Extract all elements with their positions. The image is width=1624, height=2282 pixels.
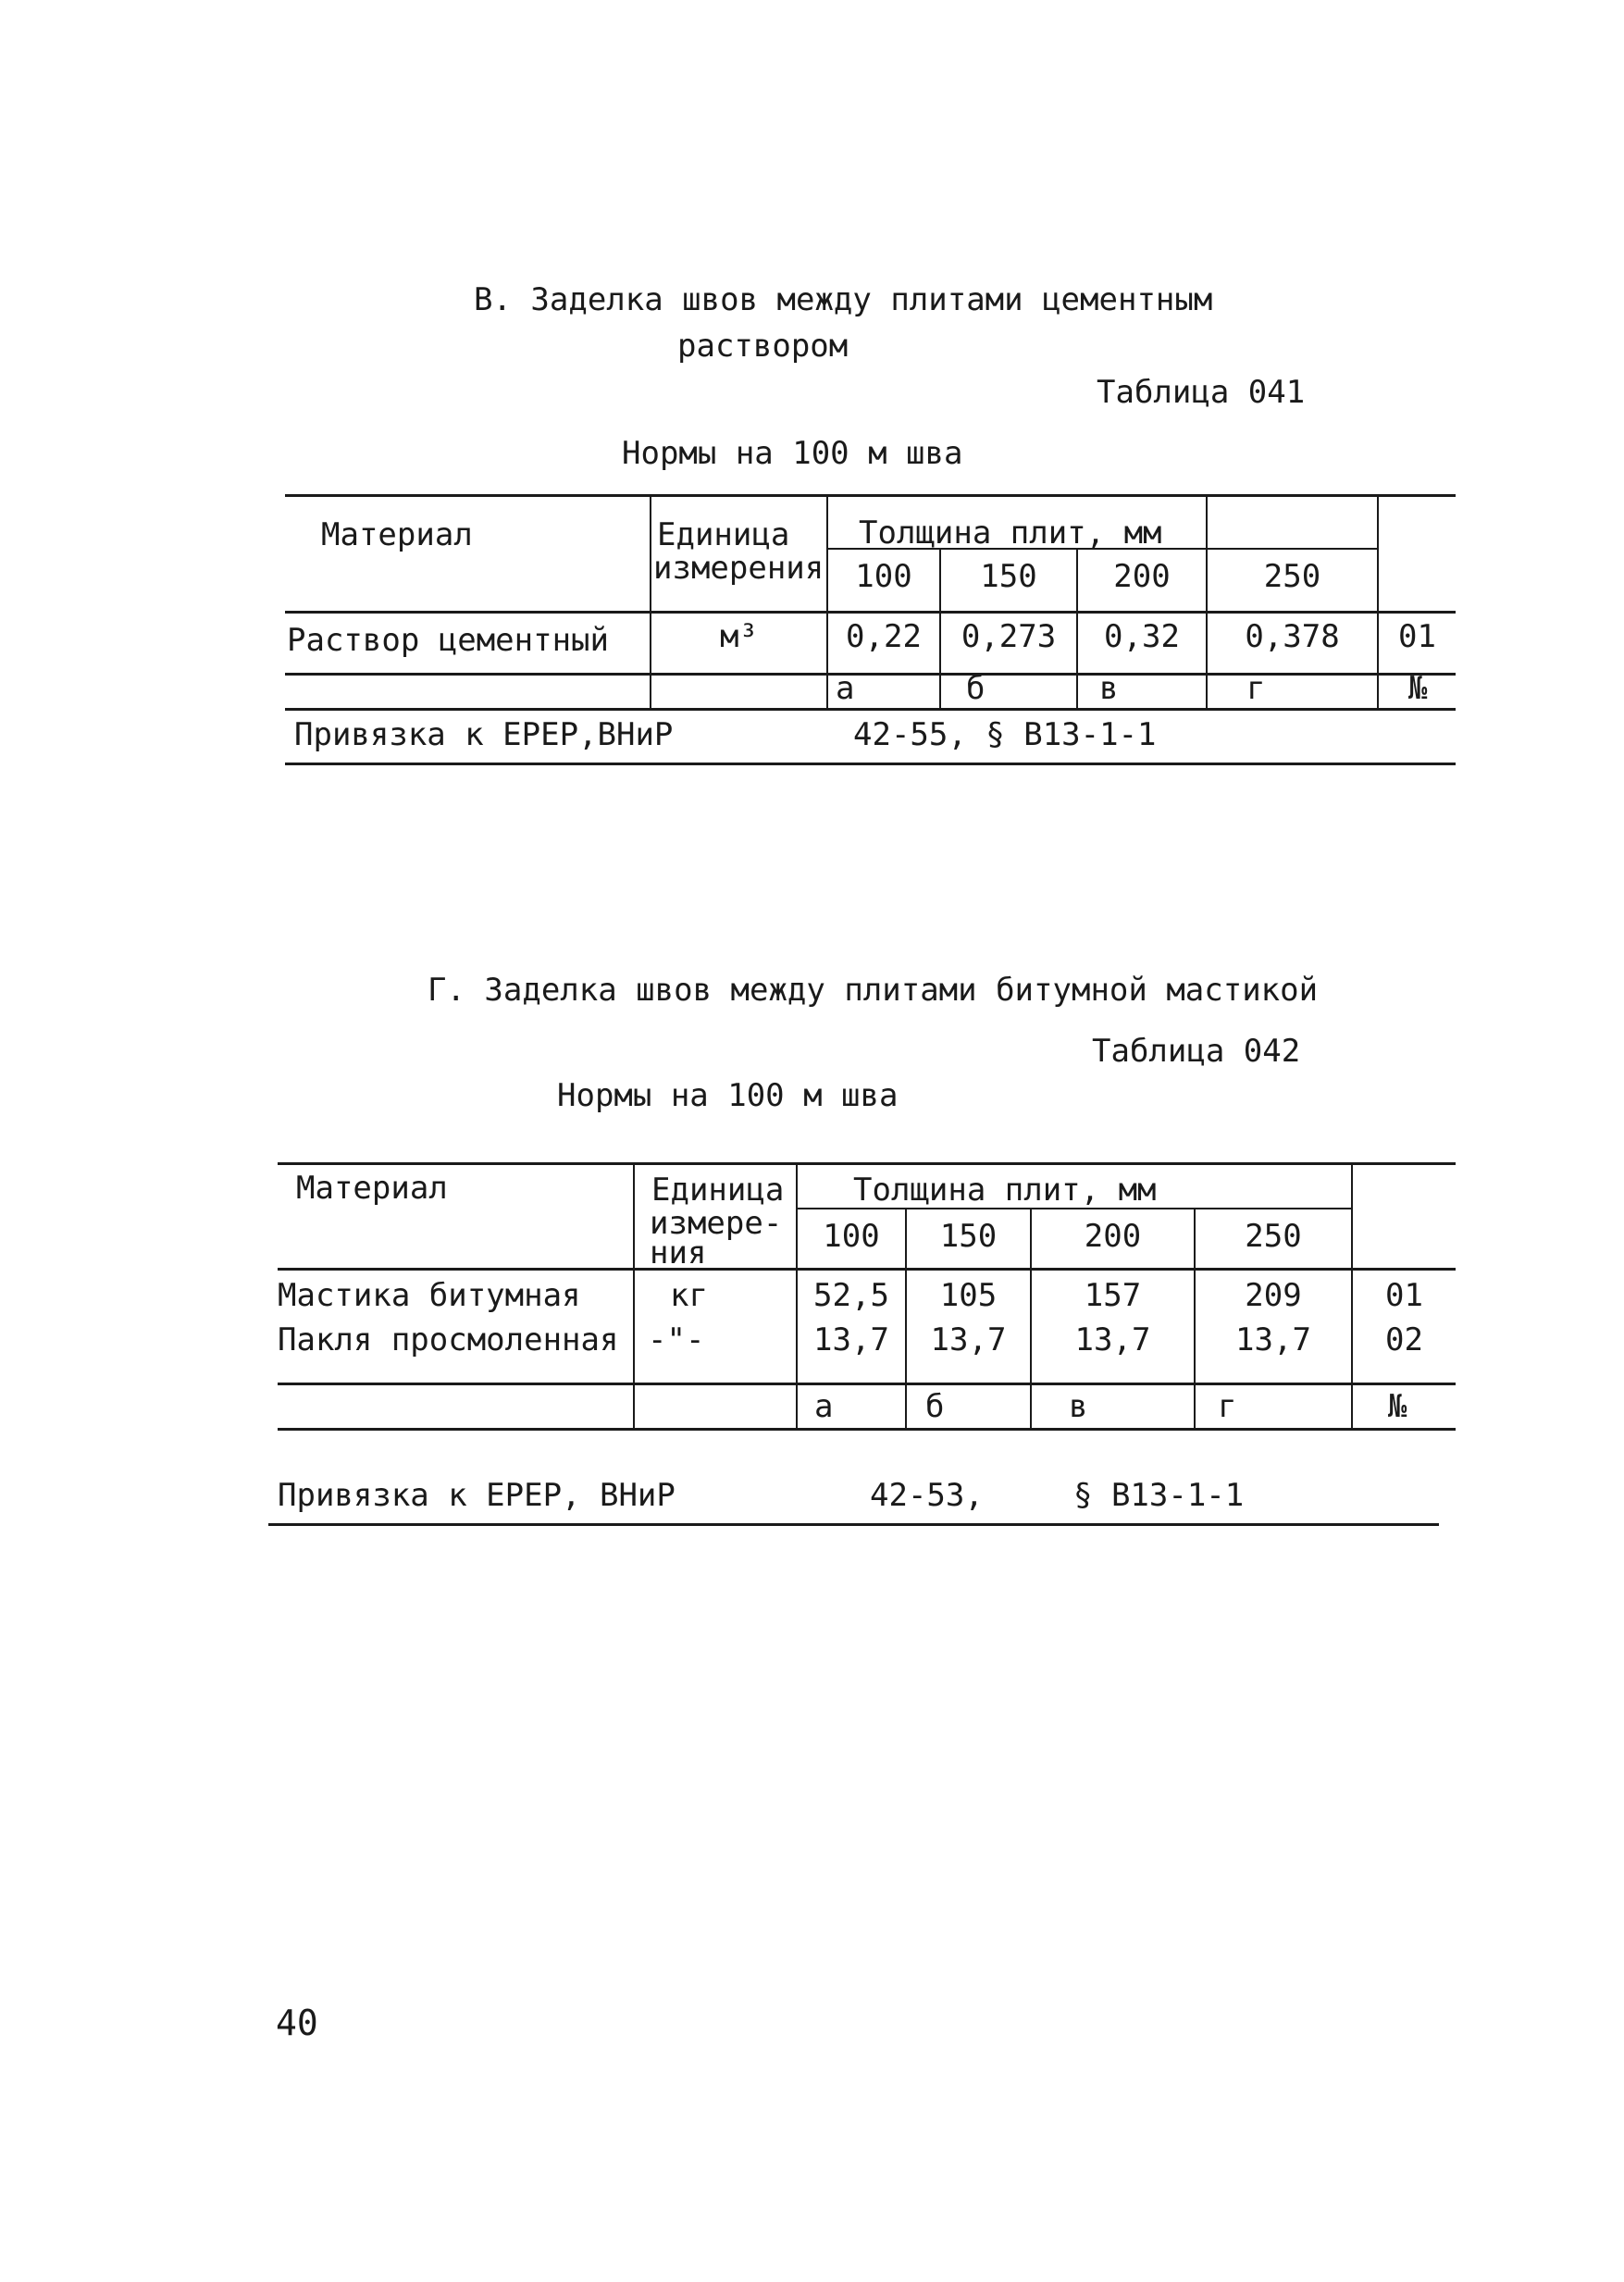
number-sign: № bbox=[1408, 670, 1428, 707]
table-041-norms: Нормы на 100 м шва bbox=[622, 435, 963, 472]
row-number: 01 bbox=[1398, 618, 1436, 655]
rule bbox=[285, 673, 1456, 676]
rule bbox=[1377, 496, 1379, 708]
header-material: Материал bbox=[321, 516, 473, 553]
header-thickness: Толщина плит, мм bbox=[859, 515, 1162, 552]
rule bbox=[1206, 496, 1208, 708]
number-sign: № bbox=[1388, 1388, 1407, 1425]
letter-a: а bbox=[836, 670, 855, 707]
binding-paragraph: § В13-1-1 bbox=[1073, 1477, 1245, 1514]
header-unit-line1: Единица bbox=[651, 1172, 785, 1209]
header-unit-line2: измере- bbox=[650, 1205, 783, 1242]
row-material: Пакля просмоленная bbox=[278, 1321, 619, 1358]
rule bbox=[278, 1162, 1456, 1165]
col-header: 150 bbox=[939, 1218, 998, 1255]
row-material: Мастика битумная bbox=[278, 1277, 581, 1314]
header-unit-line3: ния bbox=[650, 1234, 707, 1271]
binding-label: Привязка к ЕРЕР, ВНиР bbox=[278, 1477, 676, 1514]
section-v-title-line2: раствором bbox=[677, 328, 849, 365]
table-042-norms: Нормы на 100 м шва bbox=[557, 1077, 899, 1114]
rule bbox=[285, 763, 1456, 765]
row-unit: кг bbox=[670, 1277, 708, 1314]
row-value: 52,5 bbox=[813, 1277, 889, 1314]
row-value: 157 bbox=[1084, 1277, 1142, 1314]
col-header: 200 bbox=[1084, 1218, 1142, 1255]
row-value: 209 bbox=[1245, 1277, 1302, 1314]
row-number: 02 bbox=[1385, 1321, 1423, 1358]
rule bbox=[278, 1268, 1456, 1271]
letter-a: а bbox=[814, 1388, 834, 1425]
col-header: 150 bbox=[980, 558, 1037, 595]
rule bbox=[285, 708, 1456, 711]
col-header: 200 bbox=[1113, 558, 1171, 595]
binding-number: 42-53, bbox=[870, 1477, 984, 1514]
section-g-title: Г. Заделка швов между плитами битумной мастикой bbox=[428, 972, 1319, 1009]
rule bbox=[826, 496, 828, 708]
rule bbox=[650, 496, 651, 708]
header-material: Материал bbox=[296, 1170, 448, 1207]
row-value: 105 bbox=[939, 1277, 998, 1314]
col-header: 250 bbox=[1245, 1218, 1302, 1255]
letter-g: г bbox=[1218, 1388, 1237, 1425]
col-header: 100 bbox=[823, 1218, 880, 1255]
row-material: Раствор цементный bbox=[287, 622, 609, 659]
row-unit: м³ bbox=[720, 618, 758, 655]
table-042-label: Таблица 042 bbox=[1092, 1033, 1301, 1070]
table-041-label: Таблица 041 bbox=[1097, 374, 1306, 411]
letter-b: б bbox=[925, 1388, 945, 1425]
row-unit: -"- bbox=[648, 1321, 705, 1358]
rule bbox=[633, 1164, 635, 1428]
header-unit-line2: измерения bbox=[653, 550, 824, 587]
row-value: 13,7 bbox=[1074, 1321, 1151, 1358]
binding-value: 42-55, § В13-1-1 bbox=[853, 716, 1157, 753]
row-value: 0,273 bbox=[961, 618, 1057, 655]
row-value: 0,22 bbox=[846, 618, 922, 655]
row-value: 13,7 bbox=[813, 1321, 889, 1358]
letter-g: г bbox=[1246, 670, 1266, 707]
rule bbox=[1206, 548, 1377, 550]
section-v-title-line1: В. Заделка швов между плитами цементным bbox=[474, 281, 1213, 318]
header-unit-line1: Единица bbox=[657, 516, 790, 553]
letter-v: в bbox=[1069, 1388, 1088, 1425]
rule bbox=[278, 1383, 1456, 1385]
letter-v: в bbox=[1099, 670, 1119, 707]
row-number: 01 bbox=[1385, 1277, 1423, 1314]
row-value: 0,32 bbox=[1104, 618, 1180, 655]
rule bbox=[285, 611, 1456, 614]
rule bbox=[1194, 1208, 1351, 1209]
row-value: 0,378 bbox=[1245, 618, 1340, 655]
page-number: 40 bbox=[276, 2003, 318, 2043]
col-header: 250 bbox=[1263, 558, 1321, 595]
row-value: 13,7 bbox=[1235, 1321, 1311, 1358]
letter-b: б bbox=[966, 670, 986, 707]
col-header: 100 bbox=[855, 558, 912, 595]
rule bbox=[278, 1428, 1456, 1431]
row-value: 13,7 bbox=[930, 1321, 1007, 1358]
rule bbox=[285, 494, 1456, 497]
binding-label: Привязка к ЕРЕР,ВНиР bbox=[294, 716, 674, 753]
header-thickness: Толщина плит, мм bbox=[853, 1172, 1157, 1209]
rule bbox=[268, 1523, 1439, 1526]
